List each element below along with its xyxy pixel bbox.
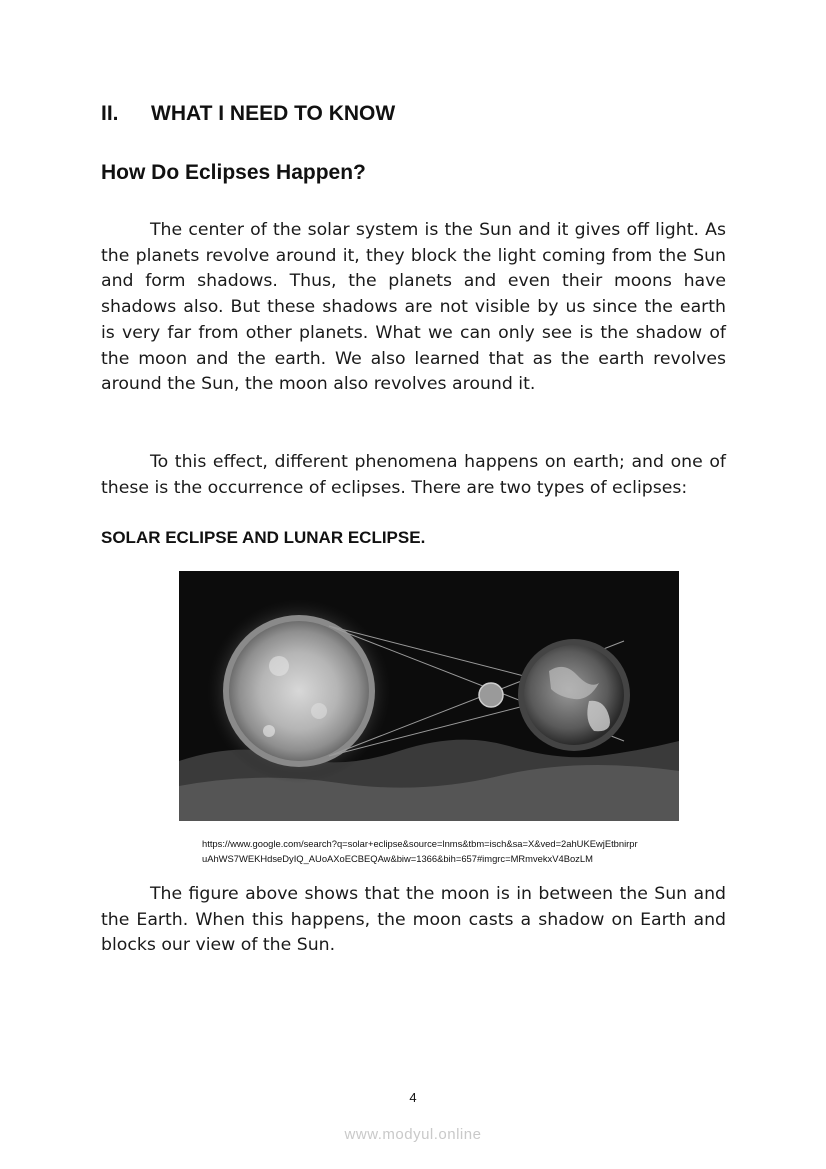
- page-number: 4: [409, 1090, 417, 1105]
- watermark: www.modyul.online: [344, 1126, 482, 1143]
- subheading: How Do Eclipses Happen?: [101, 161, 366, 184]
- paragraph-figure-explanation: The figure above shows that the moon is in between the Sun and the Earth. When this happens, the moon casts a shadow on Earth and blocks our view of the Sun.: [101, 884, 726, 956]
- figure-source-line1: https://www.google.com/search?q=solar+eclipse&source=lnms&tbm=isch&sa=X&ved=2ahUKEwjEtbnirpr: [202, 838, 638, 849]
- section-heading: [101, 102, 395, 126]
- figure-source-line2: uAhWS7WEKHdseDyIQ_AUoAXoECBEQAw&biw=1366&bih=657#imgrc=MRmvekxV4BozLM: [202, 852, 593, 864]
- paragraph-phenomena: To this effect, different phenomena happens on earth; and one of these is the occurrence of eclipses. There are two types of eclipses:: [101, 452, 726, 498]
- eclipse-illustration: [179, 571, 679, 821]
- sun: [229, 621, 369, 761]
- paragraph-solar-system: The center of the solar system is the Sun and it gives off light. As the planets revolve around it, they block the light coming from the Sun and form shadows. Thus, the planets and even their moons have shadows also. But these shadows are not visible by us since the earth is very far from other planets. What we can only see is the shadow of the moon and the earth. We also learned that as the earth revolves around the Sun, the moon also revolves around it.: [101, 220, 726, 395]
- figure-source: [202, 837, 692, 866]
- section-number: II.: [101, 102, 119, 125]
- section-title: WHAT I NEED TO KNOW: [151, 102, 396, 125]
- eclipse-types: SOLAR ECLIPSE AND LUNAR ECLIPSE.: [101, 528, 426, 547]
- moon: [479, 683, 503, 707]
- eclipse-figure: [179, 571, 679, 821]
